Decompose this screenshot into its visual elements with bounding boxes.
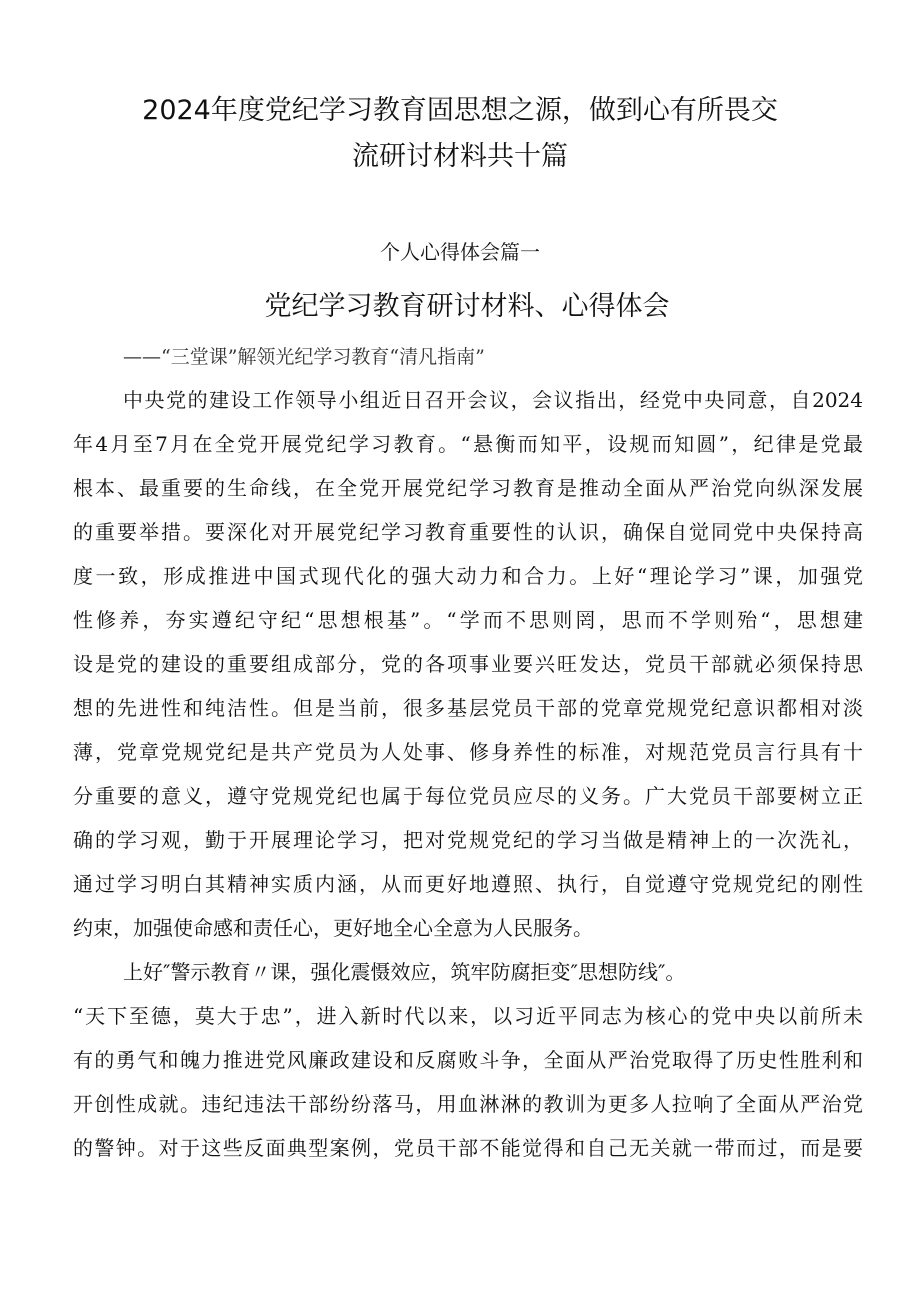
body-line-3: 根本、最重要的生命线，在全党开展党纪学习教育是推动全面从严治党向纵深发展 — [73, 476, 863, 500]
body-line-9: 薄，党章党规党纪是共产党员为人处事、修身养性的标准，对规范党员言行具有十 — [73, 740, 863, 764]
body-line-14: 上好″警示教育〃课，强化震慑效应，筑牢防腐拒变″思想防线″。 — [123, 960, 686, 984]
body-line-17: 开创性成就。违纪违法干部纷纷落马，用血淋淋的教训为更多人拉响了全面从严治党 — [73, 1092, 863, 1116]
body-line-18: 的警钟。对于这些反面典型案例，党员干部不能觉得和自己无关就一带而过，而是要 — [73, 1136, 863, 1160]
body-line-2: 年4月至7月在全党开展党纪学习教育。“悬衡而知平，设规而知圆”，纪律是党最 — [73, 432, 863, 456]
section-subtitle: ——“三堂课”解领光纪学习教育“清凡指南” — [123, 346, 485, 368]
section-title: 党纪学习教育研讨材料、心得体会 — [264, 291, 670, 322]
body-line-15: “天下至德，莫大于忠”，进入新时代以来，以习近平同志为核心的党中央以前所未 — [73, 1004, 863, 1028]
body-line-4: 的重要举措。要深化对开展党纪学习教育重要性的认识，确保自觉同党中央保持高 — [73, 520, 863, 544]
document-title-line-2: 流研讨材料共十篇 — [352, 141, 568, 172]
body-line-1: 中央党的建设工作领导小组近日召开会议，会议指出，经党中央同意，自2024 — [123, 388, 863, 412]
body-line-16: 有的勇气和魄力推进党风廉政建设和反腐败斗争，全面从严治党取得了历史性胜利和 — [73, 1048, 863, 1072]
body-line-5: 度一致，形成推进中国式现代化的强大动力和合力。上好“理论学习”课，加强党 — [73, 564, 863, 588]
section-label: 个人心得体会篇一 — [380, 240, 540, 264]
body-line-6: 性修养，夯实遵纪守纪“思想根基”。“学而不思则罔，思而不学则殆“，思想建 — [73, 608, 863, 632]
document-title-line-1: 2024年度党纪学习教育固思想之源，做到心有所畏交 — [142, 95, 778, 126]
body-line-8: 想的先进性和纯洁性。但是当前，很多基层党员干部的党章党规党纪意识都相对淡 — [73, 696, 863, 720]
body-line-13: 约束，加强使命感和责任心，更好地全心全意为人民服务。 — [73, 916, 593, 940]
body-line-12: 通过学习明白其精神实质内涵，从而更好地遵照、执行，自觉遵守党规党纪的刚性 — [73, 872, 863, 896]
body-line-11: 确的学习观，勤于开展理论学习，把对党规党纪的学习当做是精神上的一次洗礼， — [73, 828, 863, 852]
body-line-10: 分重要的意义，遵守党规党纪也属于每位党员应尽的义务。广大党员干部要树立正 — [73, 784, 863, 808]
body-line-7: 设是党的建设的重要组成部分，党的各项事业要兴旺发达，党员干部就必须保持思 — [73, 652, 863, 676]
